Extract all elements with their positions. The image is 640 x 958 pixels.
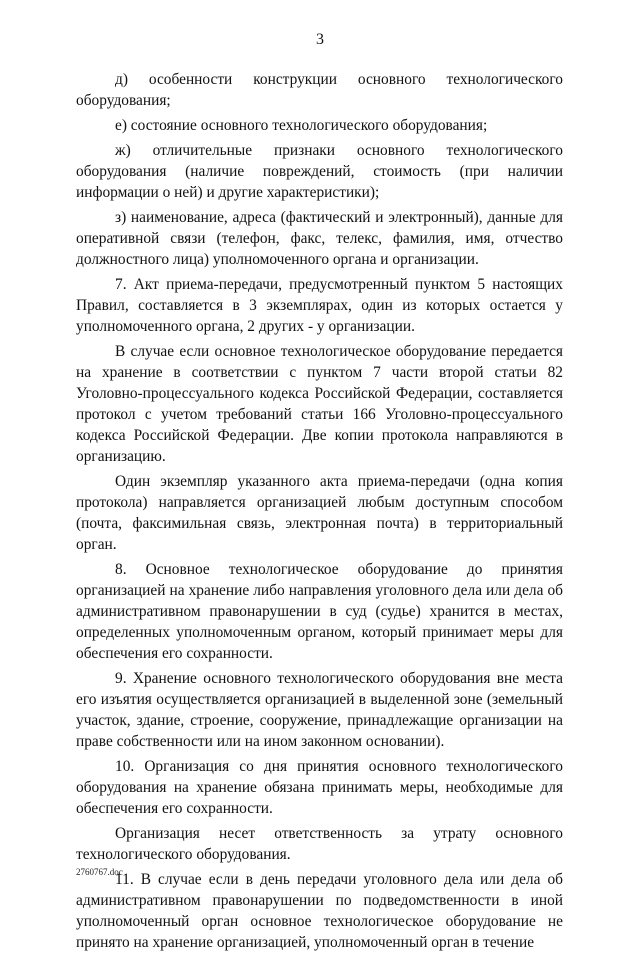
paragraph-item-d: д) особенности конструкции основного технологического оборудования;	[76, 71, 563, 109]
paragraph-clause-8: 8. Основное технологическое оборудование до принятия организацией на хранение либо направления уголовного дела или дела об административном правонарушении в суд (судье) хранится в местах, определенных уполномоченным органом, который принимает меры для обеспечения его сохранности.	[76, 561, 563, 662]
paragraph-clause-7-protocol: В случае если основное технологическое оборудование передается на хранение в соответствии с пунктом 7 части второй статьи 82 Уголовно-процессуального кодекса Российской Федерации, составляется протокол с учетом требований статьи 166 Уголовно-процессуального кодекса Российской Федерации. Две копии протокола направляются в организацию.	[76, 343, 563, 465]
paragraph-clause-9: 9. Хранение основного технологического оборудования вне места его изъятия осуществляется организацией в выделенной зоне (земельный участок, здание, строение, сооружение, принадлежащие организации на праве собственности или на ином законном основании).	[76, 669, 563, 750]
page-number: 3	[316, 31, 324, 48]
paragraph-item-z: з) наименование, адреса (фактический и электронный), данные для оперативной связи (телефон, факс, телекс, фамилия, имя, отчество должностного лица) уполномоченного органа и организации.	[76, 209, 563, 269]
paragraph-clause-7-copy: Один экземпляр указанного акта приема-передачи (одна копия протокола) направляется организацией любым доступным способом (почта, факсимильная связь, электронная почта) в территориальный орган.	[76, 473, 563, 553]
document-body	[76, 70, 563, 958]
footer-filename: 2760767.doc	[76, 867, 123, 877]
paragraph-clause-10-liability: Организация несет ответственность за утрату основного технологического оборудования.	[76, 824, 563, 863]
paragraph-item-e: е) состояние основного технологического оборудования;	[115, 117, 488, 135]
paragraph-item-zh: ж) отличительные признаки основного технологического оборудования (наличие повреждений, стоимость (при наличии информации о ней) и другие характеристики);	[76, 142, 563, 202]
paragraph-clause-7: 7. Акт приема-передачи, предусмотренный пунктом 5 настоящих Правил, составляется в 3 экземплярах, один из которых остается у уполномоченного органа, 2 других - у организации.	[76, 276, 563, 336]
paragraph-clause-10: 10. Организация со дня принятия основного технологического оборудования на хранение обязана принимать меры, необходимые для обеспечения его сохранности.	[76, 757, 563, 817]
paragraph-clause-11: 11. В случае если в день передачи уголовного дела или дела об административном правонарушении по подведомственности в иной уполномоченный орган основное технологическое оборудование не принято на хранение организацией, уполномоченный орган в течение	[76, 870, 563, 951]
